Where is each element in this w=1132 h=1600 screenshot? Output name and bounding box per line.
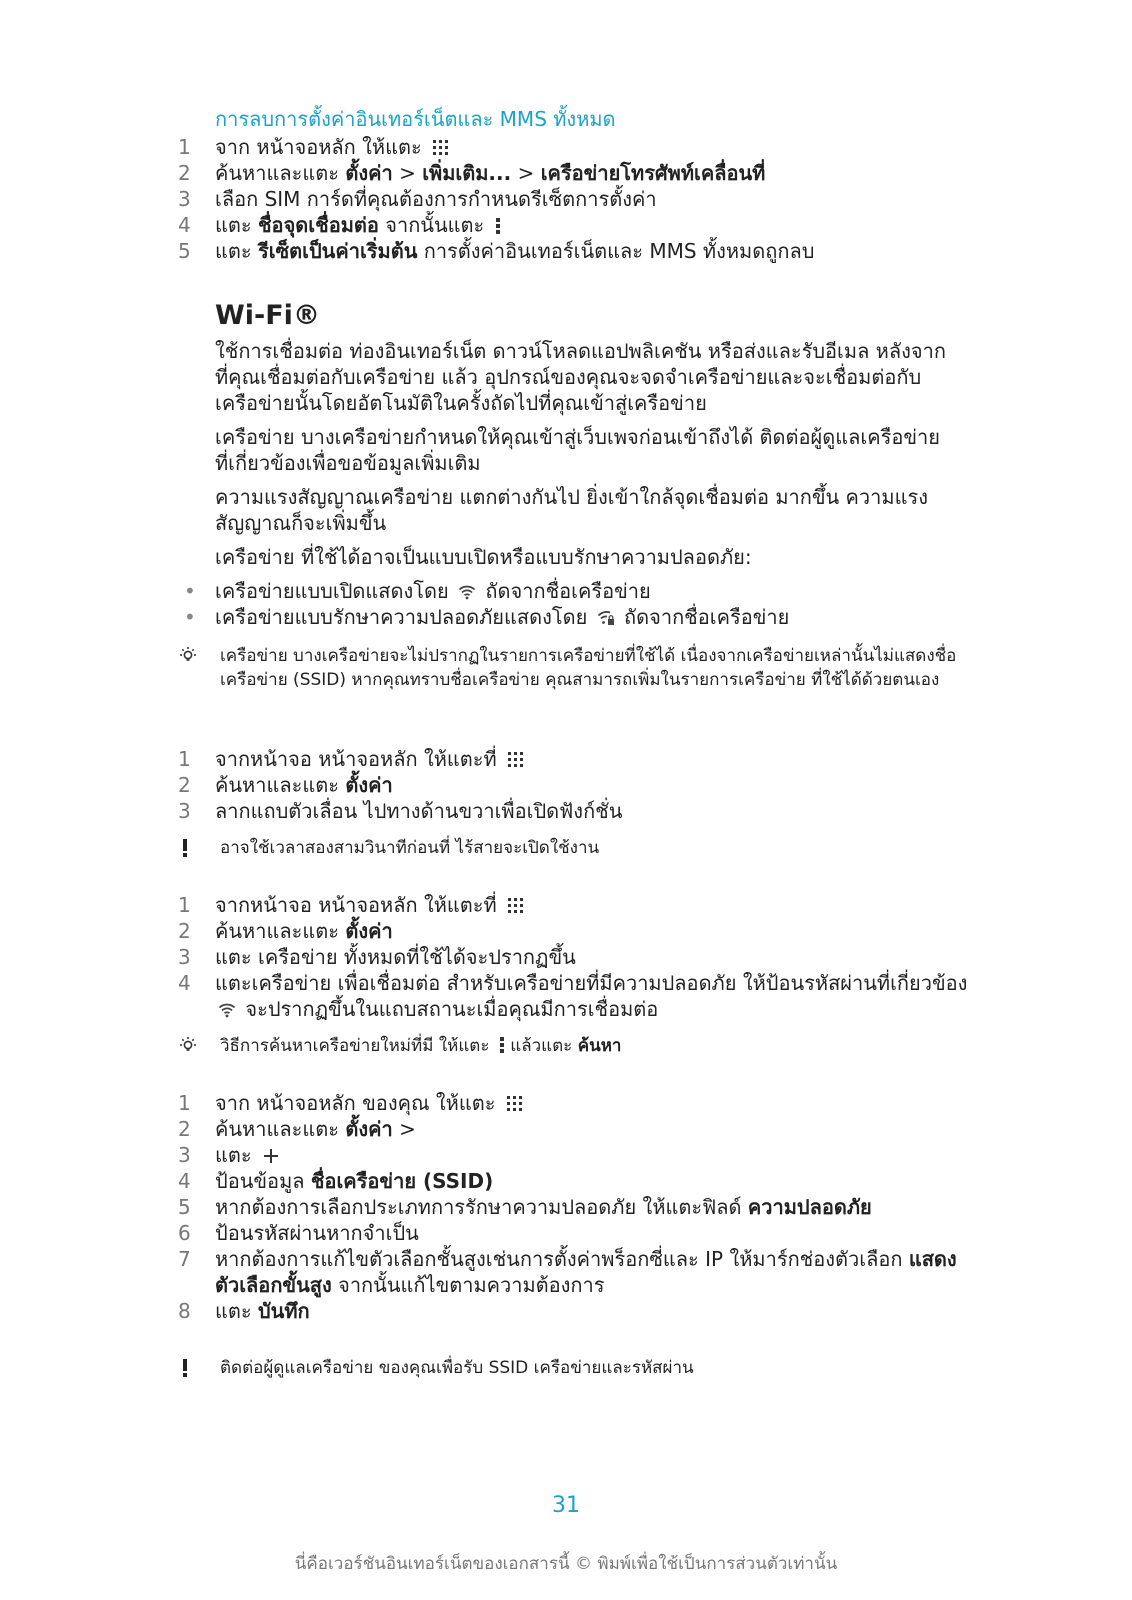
step-number: 6: [178, 1221, 191, 1245]
step-number: 2: [178, 1117, 191, 1141]
list-item: [178, 160, 978, 186]
save-label: บันทึก: [257, 1299, 310, 1323]
separator: >: [511, 161, 541, 185]
list-item: [178, 186, 978, 212]
mobile-network-label: เครือข่ายโทรศัพท์เคลื่อนที่: [540, 161, 766, 185]
settings-label: ตั้งค่า: [345, 161, 393, 185]
step-text: จะปรากฏขึ้นในแถบสถานะเมื่อคุณมีการเชื่อมต่อ: [239, 997, 659, 1021]
step-number: 3: [178, 945, 191, 969]
list-item: [178, 1090, 978, 1116]
bullet-dot: •: [184, 605, 196, 629]
list-item: [178, 604, 978, 630]
step-text: หากต้องการเลือกประเภทการรักษาความปลอดภัย ให้แตะฟิลด์: [215, 1195, 748, 1219]
bullet-text: เครือข่ายแบบรักษาความปลอดภัยแสดงโดย: [215, 605, 594, 629]
steps-list: [178, 134, 978, 264]
list-item: [178, 772, 978, 798]
apps-grid-icon: [506, 1095, 524, 1113]
list-item: [178, 970, 978, 1022]
step-number: 2: [178, 161, 191, 185]
step-number: 1: [178, 1091, 191, 1115]
step-text: จากนั้นแตะ: [378, 213, 491, 237]
paragraph: ใช้การเชื่อมต่อ ท่องอินเทอร์เน็ต ดาวน์โหลดแอปพลิเคชัน หรือส่งและรับอีเมล หลังจากที่คุณเชื่อมต่อกับเครือข่าย แล้ว อุปกรณ์ของคุณจะจดจำเครือข่ายและจะเชื่อมต่อกับเครือข่ายนั้นโดยอัตโนมัติในครั้งถัดไปที่คุณเข้าสู่เครือข่าย: [215, 339, 946, 415]
settings-label: ตั้งค่า: [345, 919, 393, 943]
step-text: ค้นหาและแตะ: [215, 919, 346, 943]
step-number: 3: [178, 799, 191, 823]
bullet-text: เครือข่ายแบบเปิดแสดงโดย: [215, 579, 456, 603]
step-text: แตะ: [215, 1299, 258, 1323]
step-number: 1: [178, 135, 191, 159]
settings-label: ตั้งค่า: [345, 773, 393, 797]
section-title: การลบการตั้งค่าอินเทอร์เน็ตและ MMS ทั้งหมด: [215, 107, 616, 131]
paragraph: เครือข่าย ที่ใช้ได้อาจเป็นแบบเปิดหรือแบบรักษาความปลอดภัย:: [215, 545, 752, 569]
steps-list: [178, 1090, 978, 1324]
list-item: [178, 578, 978, 604]
paragraph: ความแรงสัญญาณเครือข่าย แตกต่างกันไป ยิ่งเข้าใกล้จุดเชื่อมต่อ มากขึ้น ความแรงสัญญาณก็จะเพิ่มขึ้น: [215, 485, 928, 535]
list-item: [178, 1220, 978, 1246]
apps-grid-icon: [507, 751, 525, 769]
paragraph: เครือข่าย บางเครือข่ายกำหนดให้คุณเข้าสู่เว็บเพจก่อนเข้าถึงได้ ติดต่อผู้ดูแลเครือข่าย ที่เกี่ยวข้องเพื่อขอข้อมูลเพิ่มเติม: [215, 425, 940, 475]
more-label: เพิ่มเติม...: [422, 161, 512, 185]
menu-dots-icon: [495, 217, 501, 235]
list-item: [178, 1298, 978, 1324]
bullet-dot: •: [184, 579, 196, 603]
apps-grid-icon: [507, 897, 525, 915]
list-item: [178, 238, 978, 264]
reset-default-label: รีเซ็ตเป็นค่าเริ่มต้น: [257, 239, 418, 263]
list-item: [178, 1116, 978, 1142]
list-item: [178, 892, 978, 918]
step-text: จากนั้นแก้ไขตามความต้องการ: [331, 1273, 605, 1297]
list-item: [178, 746, 978, 772]
apn-label: ชื่อจุดเชื่อมต่อ: [257, 213, 379, 237]
security-label: ความปลอดภัย: [747, 1195, 872, 1219]
step-text: ค้นหาและแตะ: [215, 773, 346, 797]
step-text: ลากแถบตัวเลื่อน ไปทางด้านขวาเพื่อเปิดฟังก์ชั่น: [215, 799, 623, 823]
page-number: 31: [552, 1493, 580, 1518]
step-number: 5: [178, 1195, 191, 1219]
step-number: 4: [178, 1169, 191, 1193]
separator: >: [392, 161, 423, 185]
exclamation-icon: [178, 1358, 192, 1378]
tip-text: เครือข่าย บางเครือข่ายจะไม่ปรากฏในรายการเครือข่ายที่ใช้ได้ เนื่องจากเครือข่ายเหล่านั้นไม่แสดงชื่อเครือข่าย (SSID) หากคุณทราบชื่อเครือข่าย คุณสามารถเพิ่มในรายการเครือข่าย ที่ใช้ได้ด้วยตนเอง: [220, 646, 957, 690]
list-item: [178, 1246, 978, 1298]
warning-text: อาจใช้เวลาสองสามวินาทีก่อนที่ ไร้สายจะเปิดใช้งาน: [220, 838, 600, 858]
step-text: ป้อนรหัสผ่านหากจำเป็น: [215, 1221, 419, 1245]
wifi-icon: [458, 584, 476, 600]
list-item: [178, 798, 978, 824]
step-text: จากหน้าจอ หน้าจอหลัก ให้แตะที่: [215, 747, 504, 771]
step-text: ค้นหาและแตะ: [215, 1117, 346, 1141]
step-number: 1: [178, 747, 191, 771]
step-number: 2: [178, 919, 191, 943]
tip-text: แล้วแตะ: [504, 1036, 578, 1056]
scan-label: ค้นหา: [577, 1036, 622, 1056]
step-number: 4: [178, 213, 191, 237]
step-text: ค้นหาและแตะ: [215, 161, 346, 185]
tip-text: วิธีการค้นหาเครือข่ายใหม่ที่มี ให้แตะ: [220, 1036, 495, 1056]
list-item: [178, 944, 978, 970]
footer-note: นี่คือเวอร์ชันอินเทอร์เน็ตของเอกสารนี้ © พิมพ์เพื่อใช้เป็นการส่วนตัวเท่านั้น: [294, 1554, 838, 1574]
bullet-text: ถัดจากชื่อเครือข่าย: [617, 605, 790, 629]
tip-note: [178, 1034, 958, 1058]
step-number: 2: [178, 773, 191, 797]
separator: >: [392, 1117, 416, 1141]
step-number: 7: [178, 1247, 191, 1271]
warning-text: ติดต่อผู้ดูแลเครือข่าย ของคุณเพื่อรับ SSID เครือข่ายและรหัสผ่าน: [220, 1358, 694, 1378]
step-text: จาก หน้าจอหลัก ให้แตะ: [215, 135, 429, 159]
step-text: แตะ: [215, 1143, 258, 1167]
steps-list: [178, 746, 978, 824]
step-text: แตะ: [215, 239, 258, 263]
list-item: [178, 918, 978, 944]
step-text: หากต้องการแก้ไขตัวเลือกชั้นสูงเช่นการตั้งค่าพร็อกซี่และ IP ให้มาร์กช่องตัวเลือก: [215, 1247, 909, 1271]
lightbulb-icon: [178, 646, 198, 666]
tip-note: [178, 644, 958, 692]
apps-grid-icon: [432, 139, 450, 157]
ssid-label: ชื่อเครือข่าย (SSID): [310, 1169, 494, 1193]
warning-note: [178, 836, 958, 860]
step-text: การตั้งค่าอินเทอร์เน็ตและ MMS ทั้งหมดถูกลบ: [417, 239, 815, 263]
step-number: 3: [178, 187, 191, 211]
step-text: ป้อนข้อมูล: [215, 1169, 311, 1193]
step-number: 8: [178, 1299, 191, 1323]
warning-note: [178, 1356, 958, 1380]
step-text: แตะเครือข่าย เพื่อเชื่อมต่อ สำหรับเครือข่ายที่มีความปลอดภัย ให้ป้อนรหัสผ่านที่เกี่ยวข้อง: [215, 971, 968, 995]
list-item: [178, 1142, 978, 1168]
settings-label: ตั้งค่า: [345, 1117, 393, 1141]
step-number: 5: [178, 239, 191, 263]
advanced-options-label: แสดงตัวเลือกขั้นสูง: [215, 1247, 957, 1297]
wifi-heading: Wi-Fi®: [215, 300, 320, 331]
steps-list: [178, 892, 978, 1022]
list-item: [178, 212, 978, 238]
step-text: แตะ: [215, 213, 258, 237]
step-number: 4: [178, 971, 191, 995]
list-item: [178, 1168, 978, 1194]
bullet-text: ถัดจากชื่อเครือข่าย: [479, 579, 651, 603]
wifi-icon: [218, 1002, 236, 1018]
step-text: แตะ เครือข่าย ทั้งหมดที่ใช้ได้จะปรากฏขึ้น: [215, 945, 576, 969]
plus-icon: [262, 1147, 280, 1165]
exclamation-icon: [178, 838, 192, 858]
step-number: 3: [178, 1143, 191, 1167]
step-number: 1: [178, 893, 191, 917]
lightbulb-icon: [178, 1036, 198, 1056]
step-text: จาก หน้าจอหลัก ของคุณ ให้แตะ: [215, 1091, 502, 1115]
step-text: จากหน้าจอ หน้าจอหลัก ให้แตะที่: [215, 893, 504, 917]
list-item: [178, 1194, 978, 1220]
step-text: เลือก SIM การ์ดที่คุณต้องการกำหนดรีเซ็ตการตั้งค่า: [215, 187, 657, 211]
list-item: [178, 134, 978, 160]
bullet-list: [178, 578, 978, 630]
wifi-lock-icon: [597, 610, 615, 626]
